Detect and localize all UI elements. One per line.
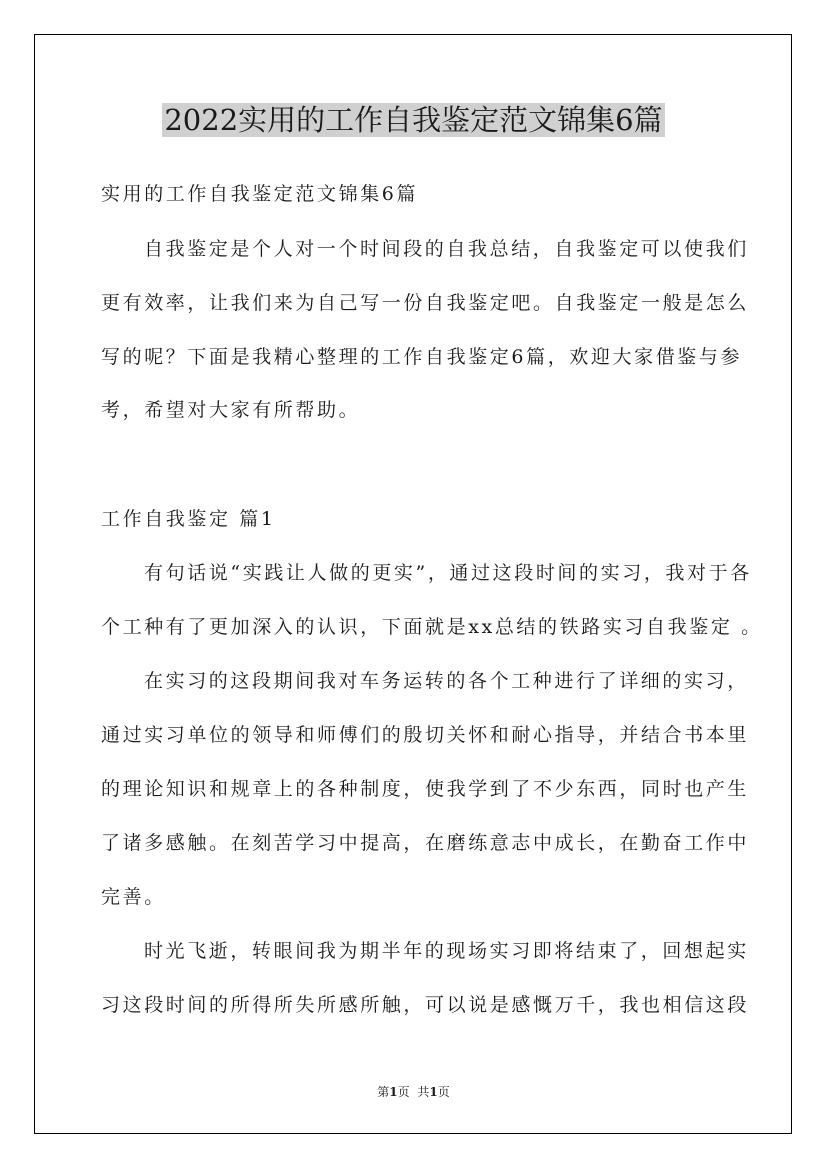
footer-total-suffix: 页	[437, 1085, 450, 1099]
footer-total-prefix: 共	[417, 1085, 430, 1099]
document-subtitle: 实用的工作自我鉴定范文锦集6篇	[101, 183, 419, 205]
intro-line-4: 考，希望对大家有所帮助。	[101, 399, 361, 421]
para3-line-2: 习这段时间的所得所失所感所触，可以说是感慨万千，我也相信这段	[101, 994, 750, 1016]
para2-line-2: 通过实习单位的领导和师傅们的殷切关怀和耐心指导，并结合书本里	[101, 724, 750, 746]
footer-page-number: 1	[389, 1085, 398, 1099]
footer-page-prefix: 第	[377, 1085, 390, 1099]
para1-line-2: 个工种有了更加深入的认识，下面就是xx总结的铁路实习自我鉴定 。	[101, 616, 763, 638]
para2-line-5: 完善。	[101, 886, 166, 908]
para2-line-4: 了诸多感触。在刻苦学习中提高，在磨练意志中成长，在勤奋工作中	[101, 832, 750, 854]
para1-line-1: 有句话说“实践让人做的更实”，通过这段时间的实习，我对于各	[144, 562, 752, 584]
document-title	[0, 96, 827, 144]
document-title-text: 2022实用的工作自我鉴定范文锦集6篇	[164, 103, 663, 137]
footer-page-suffix: 页	[397, 1085, 410, 1099]
footer-total-pages: 1	[429, 1085, 438, 1099]
para2-line-3: 的理论知识和规章上的各种制度，使我学到了不少东西，同时也产生	[101, 778, 750, 800]
intro-line-1: 自我鉴定是个人对一个时间段的自我总结，自我鉴定可以使我们	[144, 238, 749, 260]
section-heading: 工作自我鉴定 篇1	[101, 508, 276, 530]
para3-line-1: 时光飞逝，转眼间我为期半年的现场实习即将结束了，回想起实	[144, 940, 749, 962]
intro-line-3: 写的呢？下面是我精心整理的工作自我鉴定6篇，欢迎大家借鉴与参	[101, 346, 743, 368]
intro-line-2: 更有效率，让我们来为自己写一份自我鉴定吧。自我鉴定一般是怎么	[101, 292, 750, 314]
page-footer	[0, 1084, 827, 1100]
para2-line-1: 在实习的这段期间我对车务运转的各个工种进行了详细的实习，	[144, 670, 749, 692]
